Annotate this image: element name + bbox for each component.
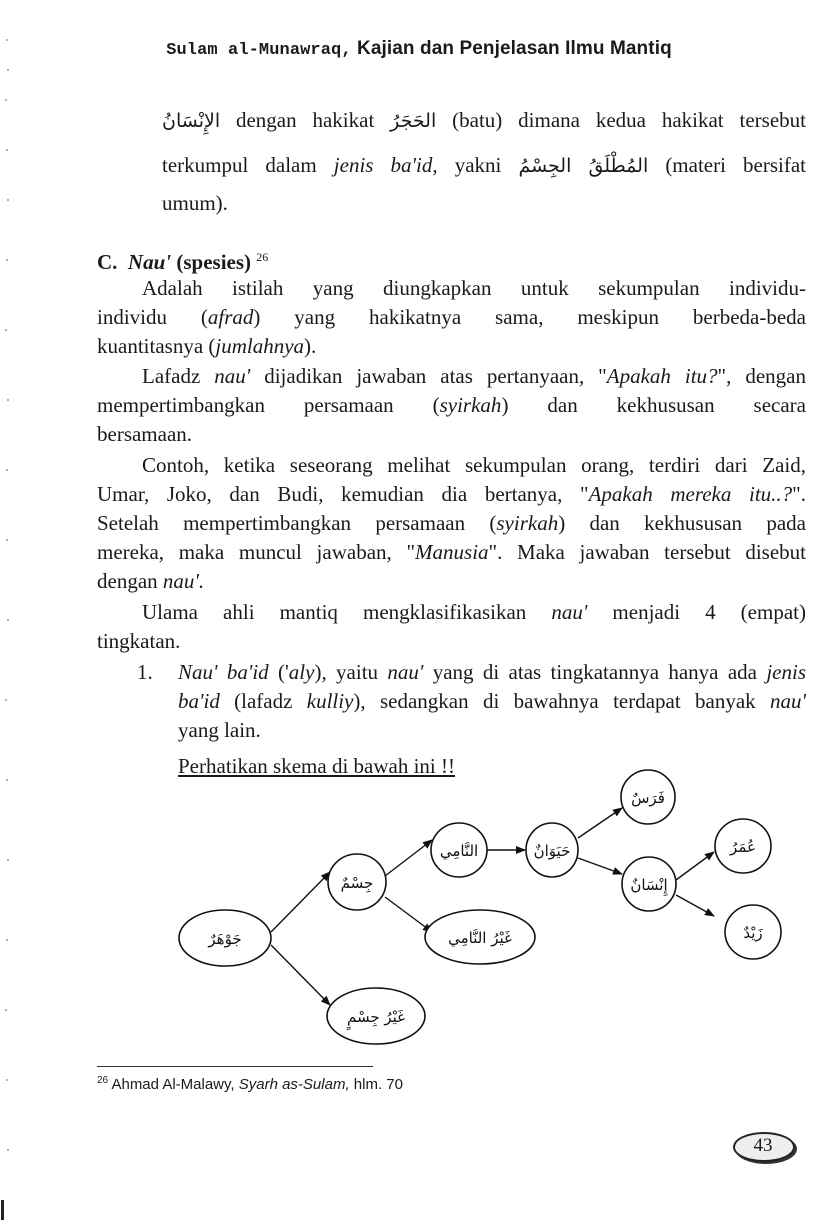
list-item-1-line-3: yang lain.: [178, 718, 261, 742]
footnote-ref: 26: [256, 250, 269, 264]
para1-line-1: Adalah istilah yang diungkapkan untuk sekumpulan individu-: [142, 276, 806, 300]
footnote: $^{26}$ Ahmad Al-Malawy, Syarh as-Sulam, hlm. 70: [97, 1075, 403, 1093]
node-label-ghayr-jism: غَيْرُ جِسْمٍ: [346, 1008, 406, 1026]
node-label-ghayr-nami: غَيْرُ النَّامِي: [448, 929, 512, 947]
list-item-1-line-1: Nau' ba'id ('aly), yaitu nau' yang di atas tingkatannya hanya ada jenis: [178, 660, 806, 684]
para4-line-1: Ulama ahli mantiq mengklasifikasikan nau' menjadi 4 (empat): [142, 600, 806, 624]
list-item-1-line-2: ba'id (lafadz kulliy), sedangkan di bawahnya terdapat banyak nau': [178, 689, 806, 713]
para2-line-2: mempertimbangkan persamaan (syirkah) dan kekhususan secara: [97, 393, 806, 417]
arrow-insan-to-umar: [676, 852, 714, 880]
footnote-separator: [97, 1066, 373, 1067]
node-label-hayawan: حَيَوَانٌ: [533, 842, 571, 860]
para3-line-2: Umar, Joko, dan Budi, kemudian dia bertanya, "Apakah mereka itu..?".: [97, 482, 806, 506]
node-label-faras: فَرَسٌ: [631, 789, 665, 807]
para1-line-2: individu (afrad) yang hakikatnya sama, meskipun berbeda-beda: [97, 305, 806, 329]
page-number: 43: [753, 1135, 773, 1156]
arrow-insan-to-zayd: [676, 895, 714, 916]
node-label-nami: النَّامِي: [439, 842, 479, 860]
header-title-rest: Kajian dan Penjelasan Ilmu Mantiq: [351, 38, 672, 59]
node-label-jawhar: جَوْهَرٌ: [208, 930, 242, 948]
arrow-hayawan-to-faras: [578, 808, 622, 838]
para3-line-3: Setelah mempertimbangkan persamaan (syirkah) dan kekhususan pada: [97, 511, 806, 535]
arabic-term-insan: الإِنْسَانُ: [162, 110, 221, 132]
arrow-jawhar-to-jism: [271, 872, 330, 932]
node-label-umar: عُمَرُ: [730, 838, 756, 856]
arabic-term-mutlaq: المُطْلَقُ: [588, 155, 649, 177]
arabic-term-jism: الجِسْمُ: [518, 155, 572, 177]
node-label-insan: إِنْسَانٌ: [630, 876, 668, 894]
list-item-number: 1.: [137, 660, 153, 684]
intro-line-3: umum).: [162, 191, 228, 215]
para1-line-3: kuantitasnya (jumlahnya).: [97, 334, 317, 358]
node-label-jism: جِسْمٌ: [340, 874, 374, 892]
node-label-zayd: زَيْدٌ: [743, 924, 763, 942]
arrow-hayawan-to-insan: [578, 858, 622, 874]
footnote-number: 26: [97, 1075, 109, 1086]
para2-line-1: Lafadz nau' dijadikan jawaban atas pertanyaan, "Apakah itu?", dengan: [142, 364, 806, 388]
section-heading: C. Nau' (spesies) $^{26}$: [97, 250, 269, 274]
scheme-title: Perhatikan skema di bawah ini !!: [178, 754, 455, 778]
intro-line-2: terkumpul dalam jenis ba'id, yakni الجِسْمُ المُطْلَقُ (materi bersifat: [162, 153, 806, 177]
intro-line-1: الإِنْسَانُ dengan hakikat الحَجَرُ (batu) dimana kedua hakikat tersebut: [162, 108, 806, 132]
arrow-jism-to-nami: [385, 840, 432, 876]
arrow-jism-to-ghayr-nami: [385, 897, 432, 932]
arrow-jawhar-to-ghayr-jism: [271, 945, 330, 1005]
arabic-term-hajar: الحَجَرُ: [390, 110, 437, 132]
page-number-badge: [733, 1132, 795, 1162]
para4-line-2: tingkatan.: [97, 629, 181, 653]
para3-line-5: dengan nau'.: [97, 569, 205, 593]
header-title-mono: Sulam al-Munawraq,: [166, 41, 352, 60]
para3-line-4: mereka, maka muncul jawaban, "Manusia". Maka jawaban tersebut disebut: [97, 540, 806, 564]
para3-line-1: Contoh, ketika seseorang melihat sekumpulan orang, terdiri dari Zaid,: [142, 453, 806, 477]
para2-line-3: bersamaan.: [97, 422, 193, 446]
